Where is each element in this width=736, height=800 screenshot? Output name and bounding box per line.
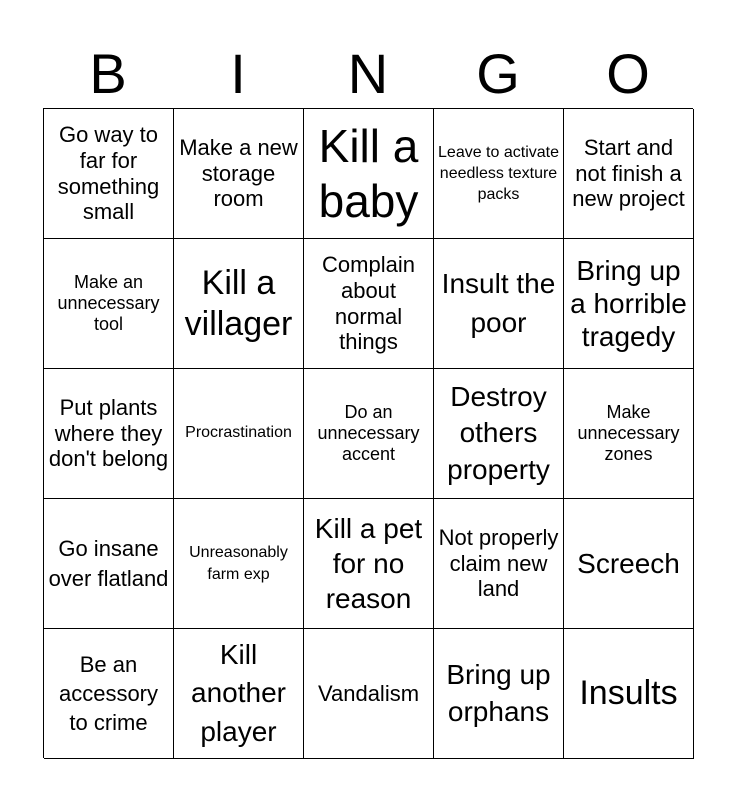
bingo-cell-r1c5[interactable]: [564, 109, 694, 239]
cell-text: Kill a villager: [184, 264, 293, 343]
cell-text: Put plants where they don't belong: [48, 394, 169, 472]
bingo-cell-r4c5[interactable]: [564, 499, 694, 629]
bingo-cell-r5c1[interactable]: [44, 629, 174, 759]
bingo-header: [43, 40, 693, 108]
cell-text: Start and not finish a new project: [572, 134, 685, 212]
bingo-cell-r5c2[interactable]: [174, 629, 304, 759]
bingo-cell-r4c1[interactable]: [44, 499, 174, 629]
cell-text: Kill a pet for no reason: [314, 513, 423, 614]
header-letter-n: N: [347, 42, 389, 105]
bingo-cell-r5c4[interactable]: [434, 629, 564, 759]
bingo-cell-r1c2[interactable]: [174, 109, 304, 239]
bingo-cell-r2c3[interactable]: [304, 239, 434, 369]
cell-text: Bring up orphans: [446, 659, 551, 727]
bingo-cell-r5c3[interactable]: [304, 629, 434, 759]
bingo-cell-r3c3[interactable]: [304, 369, 434, 499]
bingo-cell-r2c1[interactable]: [44, 239, 174, 369]
bingo-cell-r4c3[interactable]: [304, 499, 434, 629]
header-letter-o: O: [606, 42, 650, 105]
cell-text: Go way to far for something small: [57, 121, 160, 225]
bingo-cell-r2c5[interactable]: [564, 239, 694, 369]
cell-text: Leave to activate needless texture packs: [438, 143, 559, 204]
bingo-cell-r3c1[interactable]: [44, 369, 174, 499]
cell-text: Kill a baby: [318, 120, 419, 227]
cell-text: Do an unnecessary accent: [317, 401, 420, 465]
bingo-cell-r1c1[interactable]: [44, 109, 174, 239]
bingo-cell-r1c4[interactable]: [434, 109, 564, 239]
cell-text: Vandalism: [317, 680, 420, 706]
cell-text: Make a new storage room: [179, 134, 298, 212]
cell-text: Make an unnecessary tool: [57, 271, 160, 335]
bingo-cell-r3c2[interactable]: [174, 369, 304, 499]
header-letter-b: B: [89, 42, 127, 105]
header-letter-g: G: [476, 42, 520, 105]
bingo-cell-r2c2[interactable]: [174, 239, 304, 369]
bingo-board: [43, 108, 693, 758]
cell-text: Complain about normal things: [322, 251, 415, 355]
cell-text: Insult the poor: [441, 267, 556, 338]
bingo-cell-r1c3[interactable]: [304, 109, 434, 239]
bingo-cell-r3c5[interactable]: [564, 369, 694, 499]
cell-text: Make unnecessary zones: [577, 401, 680, 465]
cell-text: Insults: [579, 674, 678, 713]
cell-text: Procrastination: [185, 424, 292, 442]
cell-text: Go insane over flatland: [48, 536, 169, 591]
cell-text: Bring up a horrible tragedy: [570, 254, 687, 353]
bingo-cell-r2c4[interactable]: [434, 239, 564, 369]
cell-text: Kill another player: [191, 638, 286, 747]
bingo-cell-r4c2[interactable]: [174, 499, 304, 629]
cell-text: Screech: [577, 547, 680, 579]
bingo-cell-r3c4[interactable]: [434, 369, 564, 499]
bingo-cell-r4c4[interactable]: [434, 499, 564, 629]
cell-text: Be an accessory to crime: [58, 651, 159, 736]
bingo-cell-r5c5[interactable]: [564, 629, 694, 759]
cell-text: Unreasonably farm exp: [189, 544, 288, 583]
header-letter-i: I: [230, 42, 246, 105]
cell-text: Not properly claim new land: [438, 524, 559, 602]
cell-text: Destroy others property: [447, 380, 550, 485]
